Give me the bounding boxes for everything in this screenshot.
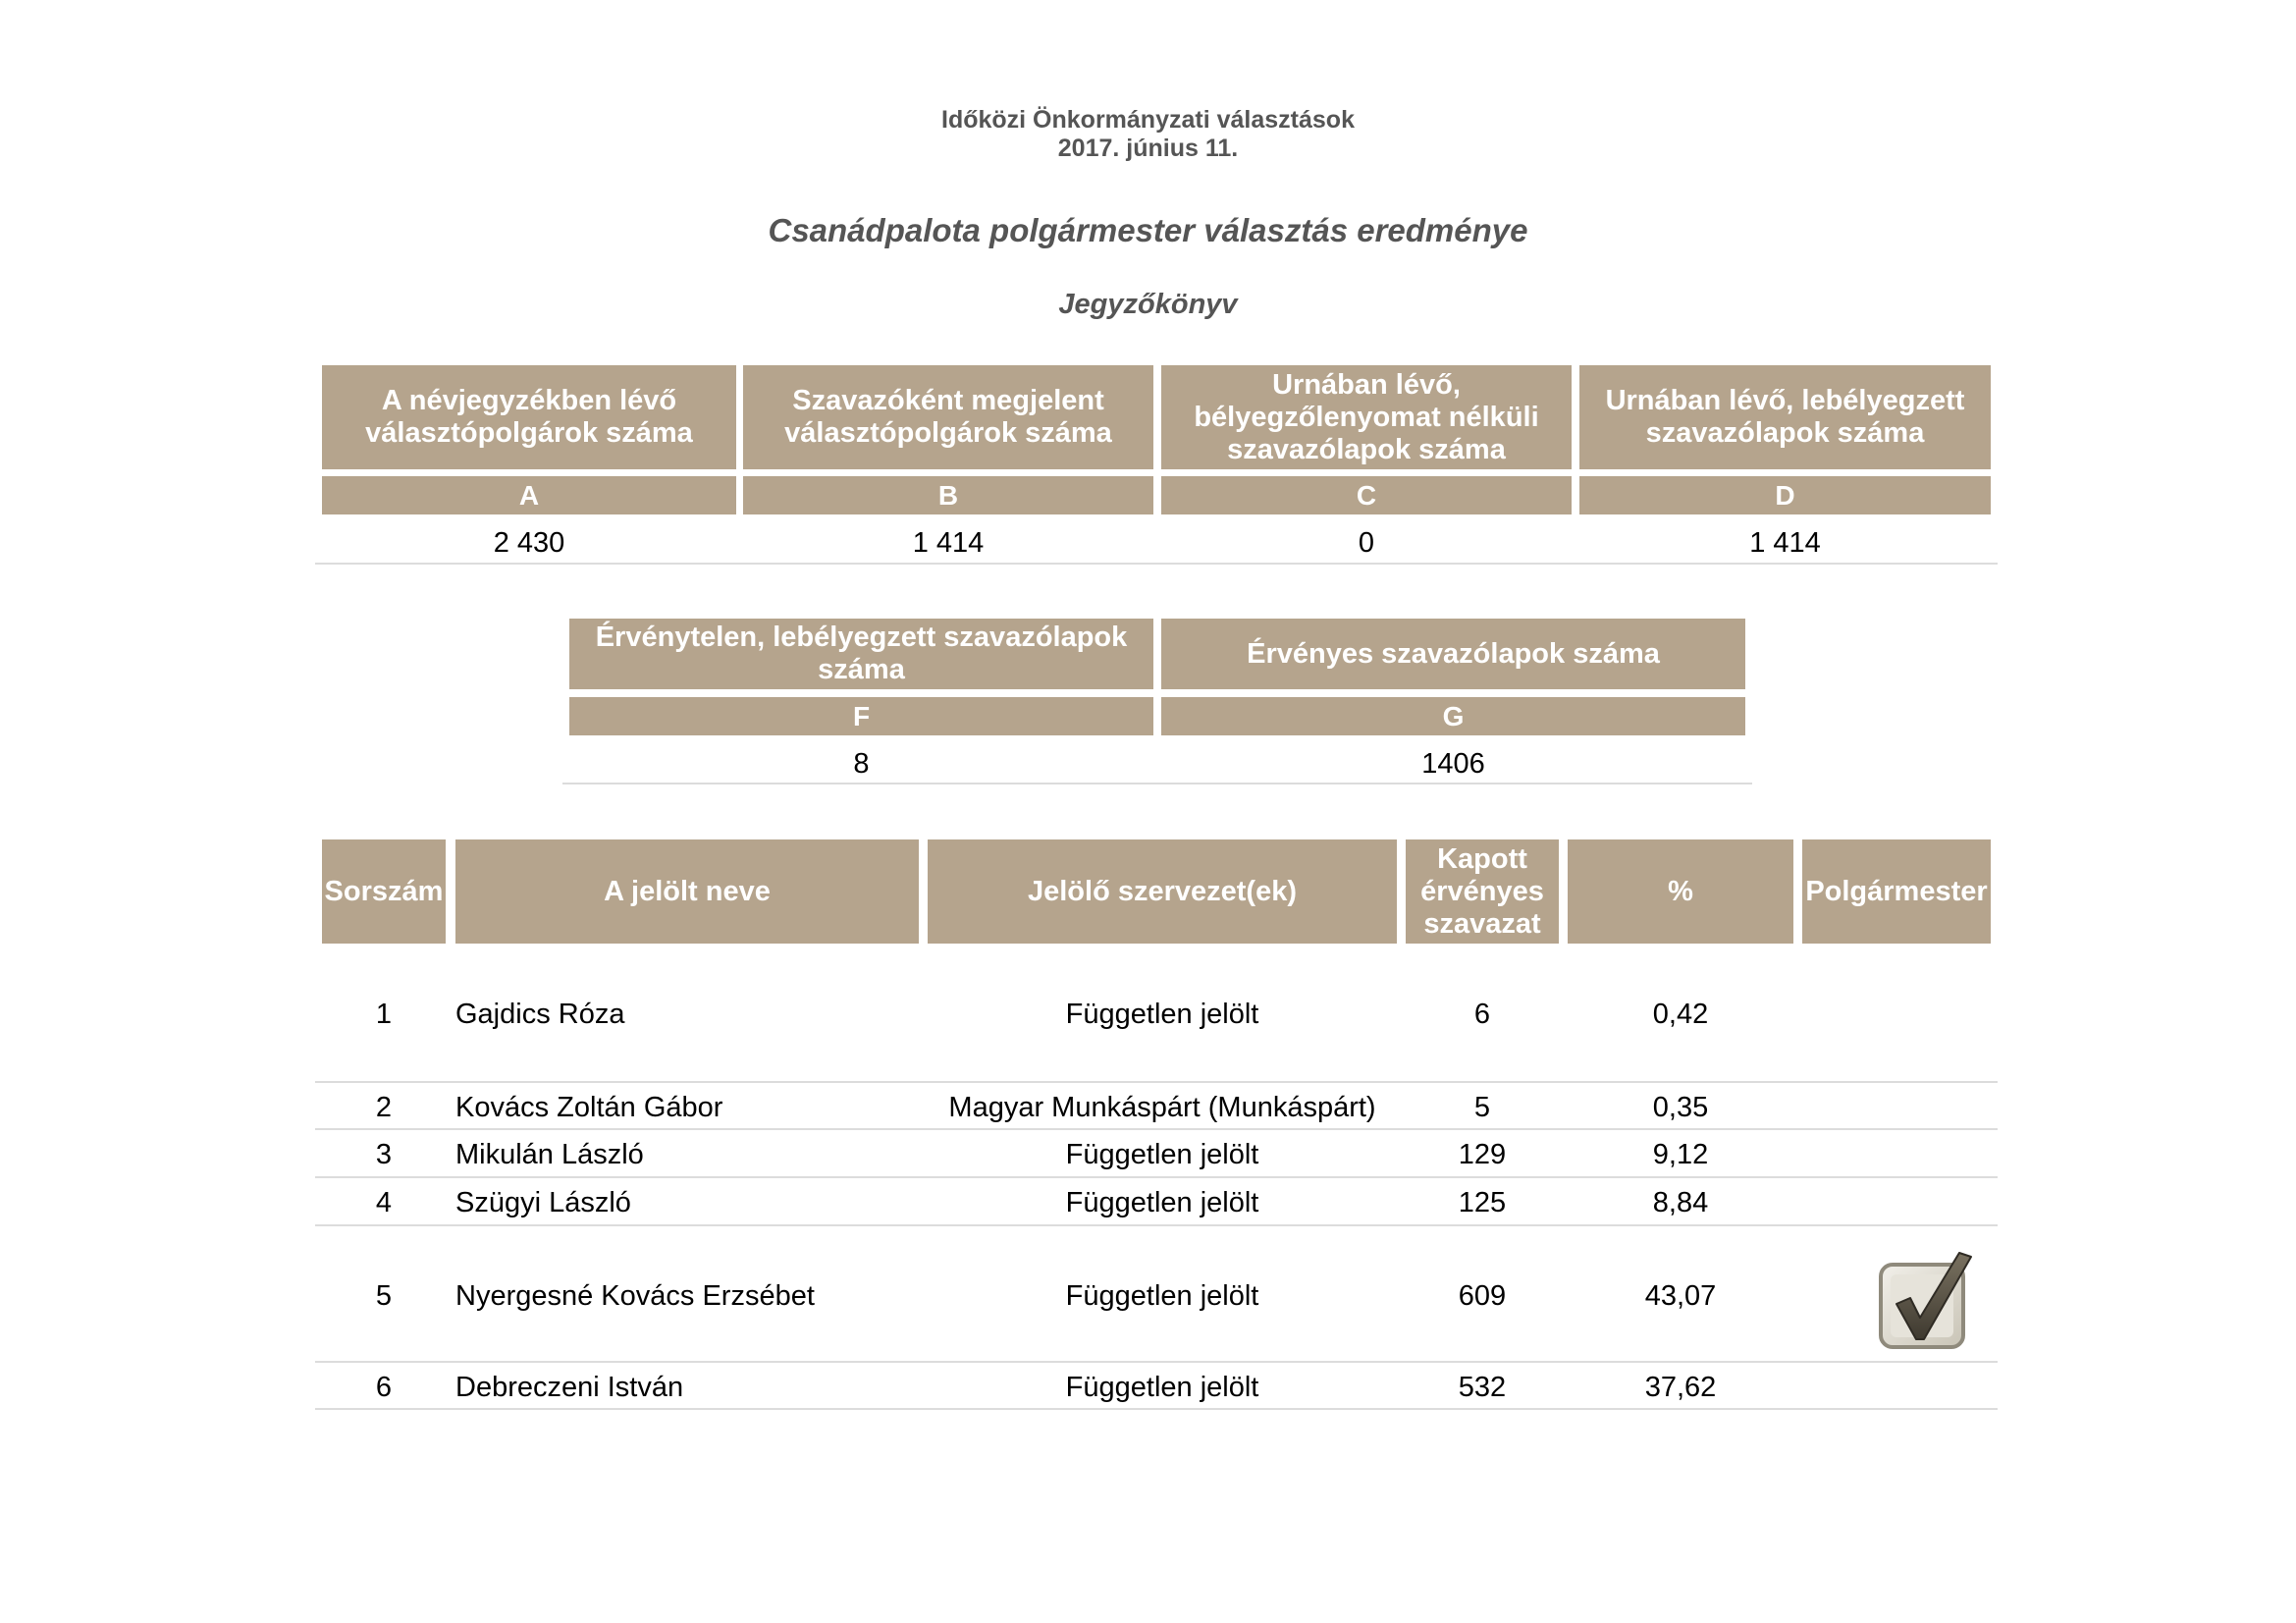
summary-value-b: 1 414 [912, 526, 985, 559]
summary-value-f: 8 [853, 747, 870, 780]
row-number: 6 [375, 1371, 393, 1403]
page-title: Csanádpalota polgármester választás eredménye [768, 212, 1528, 248]
row-number: 5 [375, 1279, 393, 1312]
nominating-org: Független jelölt [1065, 1279, 1259, 1312]
summary-letter-a: A [322, 476, 736, 514]
vote-percent: 43,07 [1644, 1279, 1717, 1312]
column-header-org: Jelölő szervezet(ek) [928, 839, 1397, 944]
nominating-org: Független jelölt [1065, 1138, 1259, 1170]
nominating-org: Független jelölt [1065, 1186, 1259, 1218]
summary-header-g: Érvényes szavazólapok száma [1161, 619, 1745, 689]
summary-letter-f: F [569, 697, 1153, 735]
checkmark-icon [1877, 1249, 1975, 1351]
summary-letter-d: D [1579, 476, 1991, 514]
row-number: 2 [375, 1091, 393, 1123]
summary-value-g: 1406 [1421, 747, 1485, 780]
divider [315, 1081, 1998, 1083]
candidate-name: Debreczeni István [455, 1371, 684, 1403]
summary-header-f: Érvénytelen, lebélyegzett szavazólapok száma [569, 619, 1153, 689]
summary-header-d: Urnában lévő, lebélyegzett szavazólapok száma [1579, 365, 1991, 469]
summary-header-b: Szavazóként megjelent választópolgárok száma [743, 365, 1153, 469]
candidate-name: Szügyi László [455, 1186, 631, 1218]
summary-header-a: A névjegyzékben lévő választópolgárok száma [322, 365, 736, 469]
vote-percent: 0,42 [1652, 998, 1709, 1030]
candidate-name: Kovács Zoltán Gábor [455, 1091, 723, 1123]
vote-count: 532 [1458, 1371, 1507, 1403]
nominating-org: Független jelölt [1065, 1371, 1259, 1403]
column-header-votes: Kapott érvényes szavazat [1406, 839, 1559, 944]
vote-count: 609 [1458, 1279, 1507, 1312]
election-date: 2017. június 11. [1057, 135, 1239, 162]
column-header-pct: % [1568, 839, 1793, 944]
vote-percent: 0,35 [1652, 1091, 1709, 1123]
page-subtitle: Jegyzőkönyv [1058, 289, 1238, 320]
vote-percent: 8,84 [1652, 1186, 1709, 1218]
vote-count: 125 [1458, 1186, 1507, 1218]
summary-header-c: Urnában lévő, bélyegzőlenyomat nélküli szavazólapok száma [1161, 365, 1572, 469]
divider [562, 783, 1752, 784]
candidate-name: Nyergesné Kovács Erzsébet [455, 1279, 815, 1312]
summary-value-c: 0 [1358, 526, 1375, 559]
vote-percent: 9,12 [1652, 1138, 1709, 1170]
row-number: 3 [375, 1138, 393, 1170]
divider [315, 1361, 1998, 1363]
summary-letter-c: C [1161, 476, 1572, 514]
divider [315, 1176, 1998, 1178]
column-header-name: A jelölt neve [455, 839, 919, 944]
vote-count: 5 [1473, 1091, 1491, 1123]
candidate-name: Gajdics Róza [455, 998, 625, 1030]
vote-count: 129 [1458, 1138, 1507, 1170]
divider [315, 563, 1998, 565]
candidate-name: Mikulán László [455, 1138, 644, 1170]
summary-value-d: 1 414 [1749, 526, 1821, 559]
nominating-org: Magyar Munkáspárt (Munkáspárt) [948, 1091, 1376, 1123]
vote-percent: 37,62 [1644, 1371, 1717, 1403]
nominating-org: Független jelölt [1065, 998, 1259, 1030]
divider [315, 1128, 1998, 1130]
row-number: 1 [375, 998, 393, 1030]
column-header-no: Sorszám [322, 839, 446, 944]
summary-letter-g: G [1161, 697, 1745, 735]
row-number: 4 [375, 1186, 393, 1218]
column-header-mayor: Polgármester [1802, 839, 1991, 944]
election-name: Időközi Önkormányzati választások [941, 106, 1355, 134]
divider [315, 1224, 1998, 1226]
vote-count: 6 [1473, 998, 1491, 1030]
divider [315, 1408, 1998, 1410]
summary-value-a: 2 430 [493, 526, 565, 559]
summary-letter-b: B [743, 476, 1153, 514]
